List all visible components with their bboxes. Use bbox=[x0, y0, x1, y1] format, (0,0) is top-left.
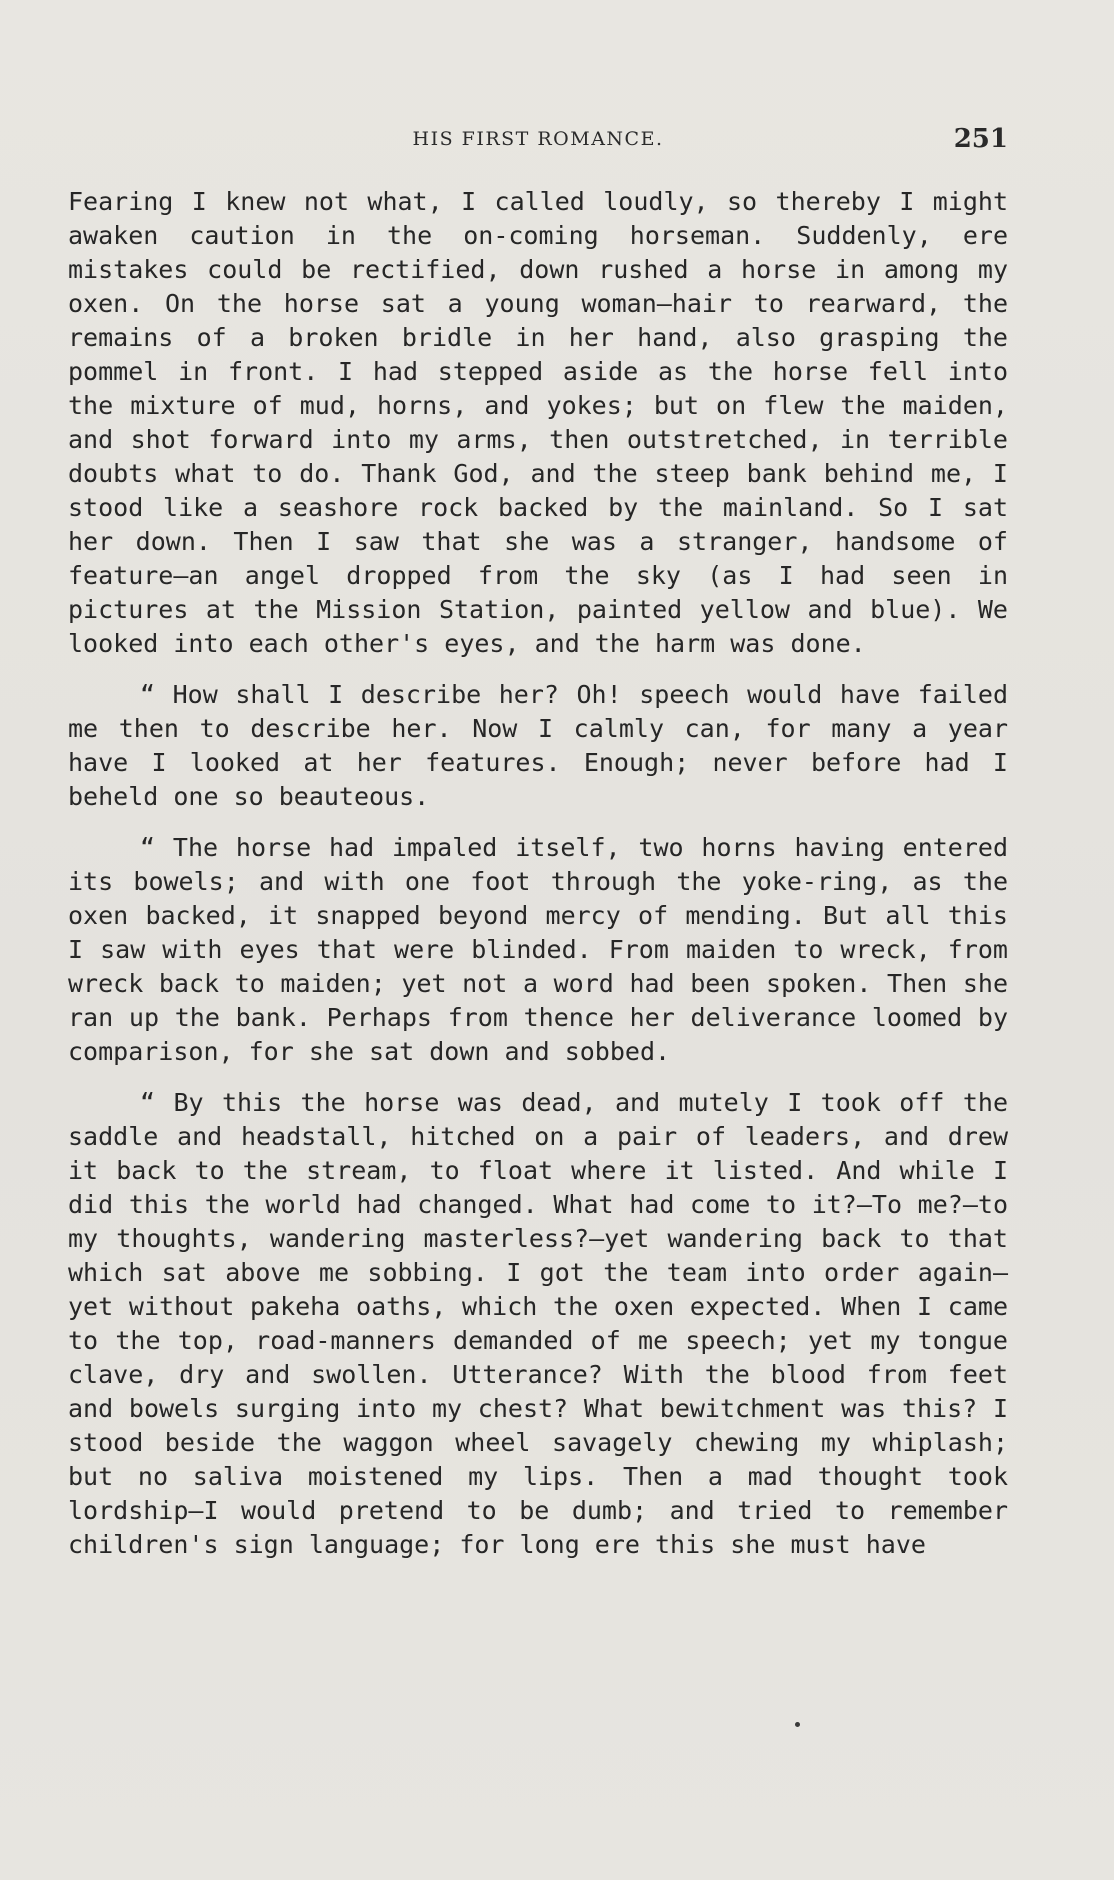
print-mark bbox=[795, 1722, 800, 1727]
paragraph: “ The horse had impaled itself, two horns having entered its bowels; and with one foot through the yoke-ring, as the oxen backed, it snapped beyond mercy of mending. But all this I saw with eyes that were blinded. From maiden to wreck, from wreck back to maiden; yet not a word had been spoken. Then she ran up the bank. Perhaps from thence her deliverance loomed by comparison, for she sat down and sobbed. bbox=[68, 833, 1008, 1066]
paragraph: “ By this the horse was dead, and mutely I took off the saddle and headstall, hitched on a pair of leaders, and drew it back to the stream, to float where it listed. And while I did this the world had changed. What had come to it?—To me?—to my thoughts, wandering masterless?—yet wandering back to that which sat above me sobbing. I got the team into order again—yet without pakeha oaths, which the oxen expected. When I came to the top, road-manners demanded of me speech; yet my tongue clave, dry and swollen. Utterance? With the blood from feet and bowels surging into my chest? What bewitchment was this? I stood beside the waggon wheel savagely chewing my whiplash; but no saliva moistened my lips. Then a mad thought took lordship—I would pretend to be dumb; and tried to remember children's sign language; for long ere this she must have bbox=[68, 1088, 1008, 1559]
paragraph: Fearing I knew not what, I called loudly, so thereby I might awaken caution in the on-coming horseman. Suddenly, ere mistakes could be rectified, down rushed a horse in among my oxen. On the horse sat a young woman—hair to rearward, the remains of a broken bridle in her hand, also grasping the pommel in front. I had stepped aside as the horse fell into the mixture of mud, horns, and yokes; but on flew the maiden, and shot forward into my arms, then outstretched, in terrible doubts what to do. Thank God, and the steep bank behind me, I stood like a seashore rock backed by the mainland. So I sat her down. Then I saw that she was a stranger, handsome of feature—an angel dropped from the sky (as I had seen in pictures at the Mission Station, painted yellow and blue). We looked into each other's eyes, and the harm was done. bbox=[68, 187, 1008, 658]
page-header bbox=[68, 124, 1008, 164]
page-number: 251 bbox=[953, 124, 1008, 154]
body-text bbox=[68, 185, 1008, 1562]
paragraph: “ How shall I describe her? Oh! speech would have failed me then to describe her. Now I calmly can, for many a year have I looked at her features. Enough; never before had I beheld one so beauteous. bbox=[68, 680, 1008, 811]
running-title: HIS FIRST ROMANCE. bbox=[412, 128, 664, 150]
